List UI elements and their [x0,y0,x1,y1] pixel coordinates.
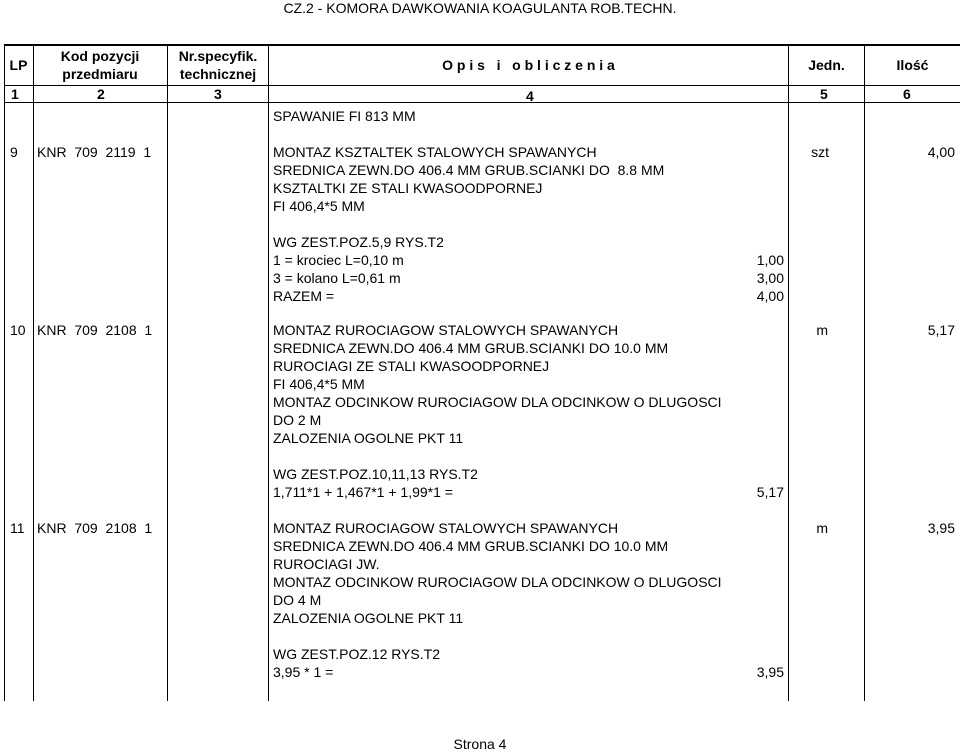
item-desc-line: MONTAZ RUROCIAGOW STALOWYCH SPAWANYCH [273,322,619,338]
item-desc-line: SREDNICA ZEWN.DO 406.4 MM GRUB.SCIANKI DO 10.0 MM [273,340,669,356]
calc-line: WG ZEST.POZ.12 RYS.T2 [273,646,441,662]
calc-value: 1,00 [756,252,784,268]
item-desc-line: ZALOZENIA OGOLNE PKT 11 [273,610,464,626]
header-kod-line1: Kod pozycji [60,48,140,64]
calc-line: 1,711*1 + 1,467*1 + 1,99*1 = [273,484,453,500]
header-ilosc: Ilość [896,57,929,73]
item-desc-line: MONTAZ ODCINKOW RUROCIAGOW DLA ODCINKOW O DLUGOSCI [273,394,722,410]
col-border-kod [167,44,168,701]
col-border-spec [268,44,269,701]
header-jedn: Jedn. [808,57,845,73]
colnum-4: 4 [526,88,534,104]
item-desc-line: DO 4 M [273,592,322,608]
item-code: KNR 709 2108 1 [37,520,153,536]
item-unit: szt [811,144,829,160]
item-desc-line: RUROCIAGI JW. [273,556,380,572]
item-quantity: 4,00 [927,144,955,160]
item-desc-line: RUROCIAGI ZE STALI KWASOODPORNEJ [273,358,550,374]
col-border-jedn [864,44,865,701]
calc-line: WG ZEST.POZ.5,9 RYS.T2 [273,234,444,250]
header-spec-line2: technicznej [179,66,257,82]
calc-value: 4,00 [756,288,784,304]
item-unit: m [816,520,828,536]
colnum-1: 1 [11,86,19,102]
item-code: KNR 709 2119 1 [37,144,152,160]
header-divider [4,85,960,86]
col-border-left [4,44,5,701]
page-number: Strona 4 [453,736,507,752]
calc-line: WG ZEST.POZ.10,11,13 RYS.T2 [273,466,478,482]
item-desc-line: FI 406,4*5 MM [273,198,365,214]
header-spec-line1: Nr.specyfik. [178,48,258,64]
item-desc-line: MONTAZ ODCINKOW RUROCIAGOW DLA ODCINKOW O DLUGOSCI [273,574,722,590]
item-desc-line: MONTAZ KSZTALTEK STALOWYCH SPAWANYCH [273,144,597,160]
header-kod-line2: przedmiaru [62,66,138,82]
colnum-3: 3 [214,86,222,102]
item-lp: 11 [10,520,25,536]
colnum-5: 5 [820,86,828,102]
header-lp: LP [9,57,28,73]
item-unit: m [816,322,828,338]
calc-value: 5,17 [756,484,784,500]
item-desc-line: DO 2 M [273,412,322,428]
calc-line: 3 = kolano L=0,61 m [273,270,401,286]
item-quantity: 3,95 [927,520,955,536]
carry-over-text: SPAWANIE FI 813 MM [273,108,416,124]
item-desc-line: ZALOZENIA OGOLNE PKT 11 [273,430,464,446]
calc-line: RAZEM = [273,288,335,304]
item-code: KNR 709 2108 1 [37,322,153,338]
colnum-6: 6 [903,86,911,102]
calc-value: 3,00 [756,270,784,286]
item-desc-line: SREDNICA ZEWN.DO 406.4 MM GRUB.SCIANKI DO 10.0 MM [273,538,669,554]
calc-value: 3,95 [756,664,784,680]
page-title: CZ.2 - KOMORA DAWKOWANIA KOAGULANTA ROB.TECHN. [283,0,677,16]
col-border-opis [788,44,789,701]
item-desc-line: FI 406,4*5 MM [273,376,365,392]
table-top-border [4,44,960,46]
item-desc-line: MONTAZ RUROCIAGOW STALOWYCH SPAWANYCH [273,520,619,536]
item-lp: 10 [10,322,26,338]
calc-line: 3,95 * 1 = [273,664,334,680]
calc-line: 1 = krociec L=0,10 m [273,252,404,268]
colnum-2: 2 [97,86,105,102]
item-desc-line: KSZTALTKI ZE STALI KWASOODPORNEJ [273,180,543,196]
item-desc-line: SREDNICA ZEWN.DO 406.4 MM GRUB.SCIANKI DO 8.8 MM [273,162,665,178]
item-quantity: 5,17 [927,322,955,338]
header-opis: O p i s i o b l i c z e n i a [442,57,615,73]
col-border-lp [33,44,34,701]
colnum-divider [4,102,960,103]
item-lp: 9 [10,144,18,160]
